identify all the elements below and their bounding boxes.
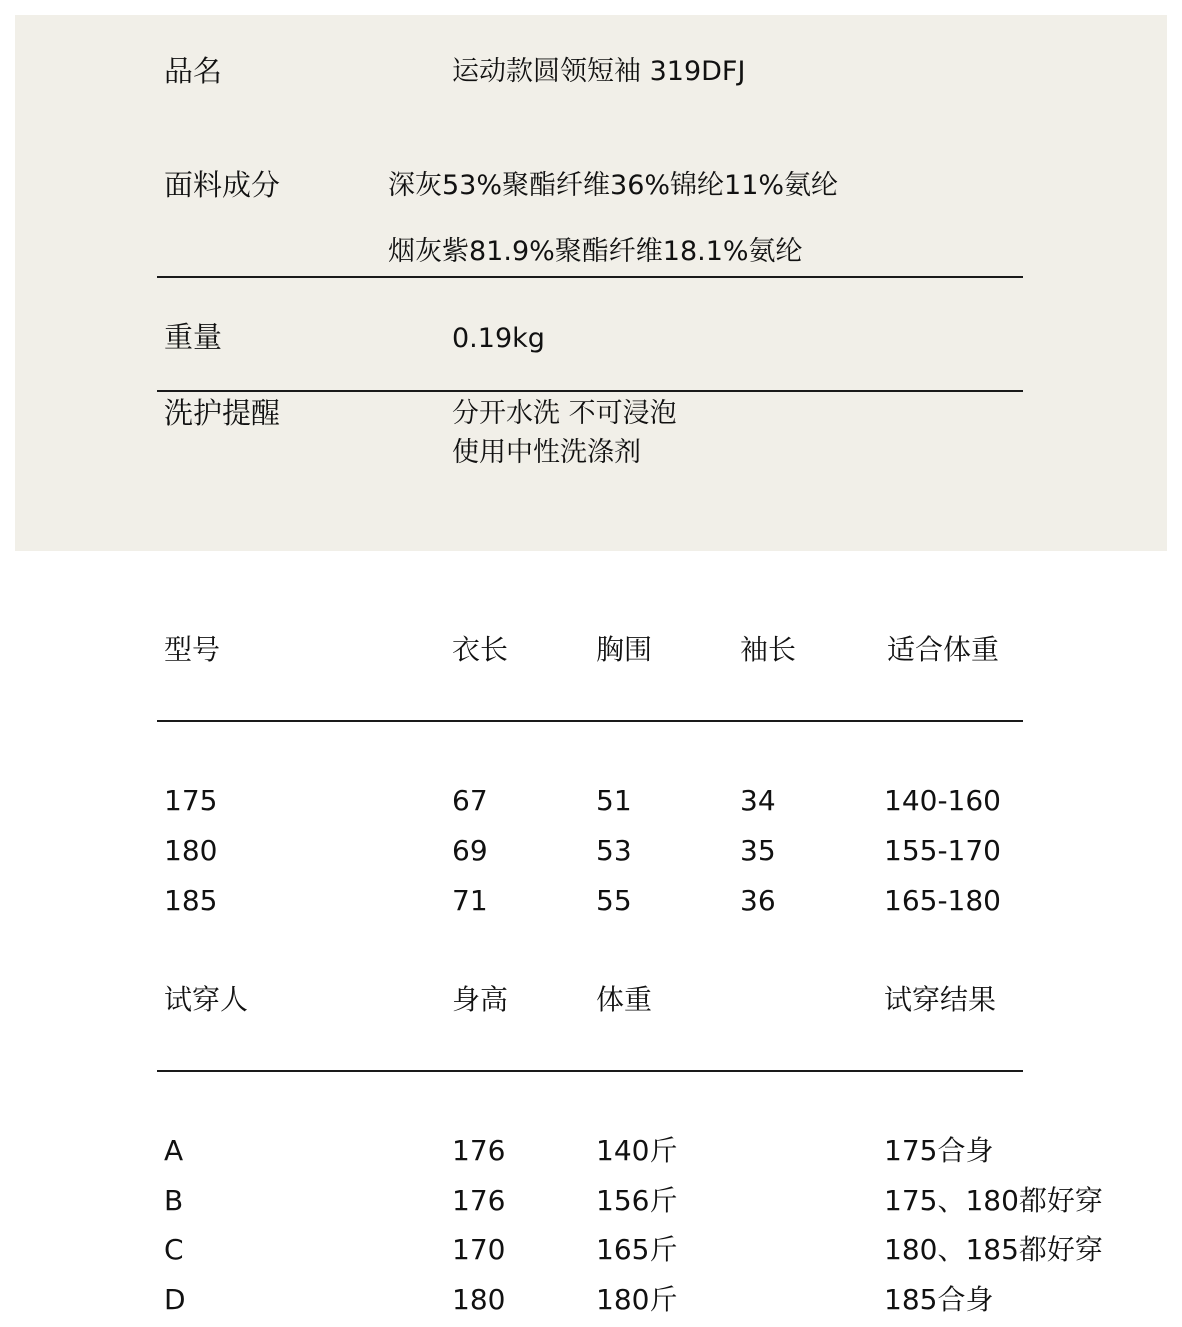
divider-weight bbox=[157, 390, 1023, 392]
divider-fabric bbox=[157, 276, 1023, 278]
fitting-cell-tester: D bbox=[164, 1283, 186, 1316]
product-name-value: 运动款圆领短袖 319DFJ bbox=[452, 56, 746, 87]
fabric-label: 面料成分 bbox=[164, 168, 281, 202]
divider-size-header bbox=[157, 720, 1023, 722]
size-header-chest: 胸围 bbox=[596, 633, 653, 666]
fitting-cell-height: 176 bbox=[452, 1134, 506, 1167]
size-cell-weight: 140-160 bbox=[884, 784, 1001, 817]
size-cell-chest: 55 bbox=[596, 884, 632, 917]
fabric-line-1: 深灰53%聚酯纤维36%锦纶11%氨纶 bbox=[388, 170, 839, 201]
size-header-length: 衣长 bbox=[452, 633, 509, 666]
care-line-1: 分开水洗 不可浸泡 bbox=[452, 398, 677, 429]
fitting-cell-height: 170 bbox=[452, 1233, 506, 1266]
product-name-label: 品名 bbox=[164, 54, 223, 88]
fitting-cell-height: 176 bbox=[452, 1184, 506, 1217]
size-header-sleeve: 袖长 bbox=[740, 633, 797, 666]
size-cell-chest: 51 bbox=[596, 784, 632, 817]
size-cell-sleeve: 35 bbox=[740, 834, 776, 867]
care-label: 洗护提醒 bbox=[164, 396, 281, 430]
product-info-panel bbox=[15, 15, 1167, 551]
weight-value: 0.19kg bbox=[452, 323, 545, 354]
fitting-cell-height: 180 bbox=[452, 1283, 506, 1316]
fitting-cell-result: 175、180都好穿 bbox=[884, 1184, 1103, 1217]
fitting-header-weight: 体重 bbox=[596, 983, 653, 1016]
care-line-2: 使用中性洗涤剂 bbox=[452, 437, 641, 468]
size-cell-weight: 155-170 bbox=[884, 834, 1001, 867]
size-cell-model: 175 bbox=[164, 784, 218, 817]
fitting-cell-tester: C bbox=[164, 1233, 184, 1266]
weight-label: 重量 bbox=[164, 320, 223, 354]
size-cell-length: 67 bbox=[452, 784, 488, 817]
size-cell-chest: 53 bbox=[596, 834, 632, 867]
size-cell-length: 69 bbox=[452, 834, 488, 867]
size-cell-model: 185 bbox=[164, 884, 218, 917]
fitting-cell-result: 185合身 bbox=[884, 1283, 994, 1316]
fitting-cell-weight: 156斤 bbox=[596, 1184, 678, 1217]
fitting-cell-result: 180、185都好穿 bbox=[884, 1233, 1103, 1266]
divider-fitting-header bbox=[157, 1070, 1023, 1072]
fabric-line-2: 烟灰紫81.9%聚酯纤维18.1%氨纶 bbox=[388, 236, 803, 267]
size-header-weight: 适合体重 bbox=[887, 633, 1000, 666]
fitting-cell-tester: B bbox=[164, 1184, 184, 1217]
size-cell-sleeve: 36 bbox=[740, 884, 776, 917]
fitting-cell-weight: 140斤 bbox=[596, 1134, 678, 1167]
fitting-header-tester: 试穿人 bbox=[164, 983, 249, 1016]
fitting-cell-weight: 165斤 bbox=[596, 1233, 678, 1266]
size-header-model: 型号 bbox=[164, 633, 221, 666]
fitting-cell-tester: A bbox=[164, 1134, 184, 1167]
size-cell-weight: 165-180 bbox=[884, 884, 1001, 917]
fitting-header-result: 试穿结果 bbox=[884, 983, 997, 1016]
size-cell-model: 180 bbox=[164, 834, 218, 867]
size-cell-length: 71 bbox=[452, 884, 488, 917]
fitting-header-height: 身高 bbox=[452, 983, 509, 1016]
fitting-cell-weight: 180斤 bbox=[596, 1283, 678, 1316]
size-cell-sleeve: 34 bbox=[740, 784, 776, 817]
fitting-cell-result: 175合身 bbox=[884, 1134, 994, 1167]
